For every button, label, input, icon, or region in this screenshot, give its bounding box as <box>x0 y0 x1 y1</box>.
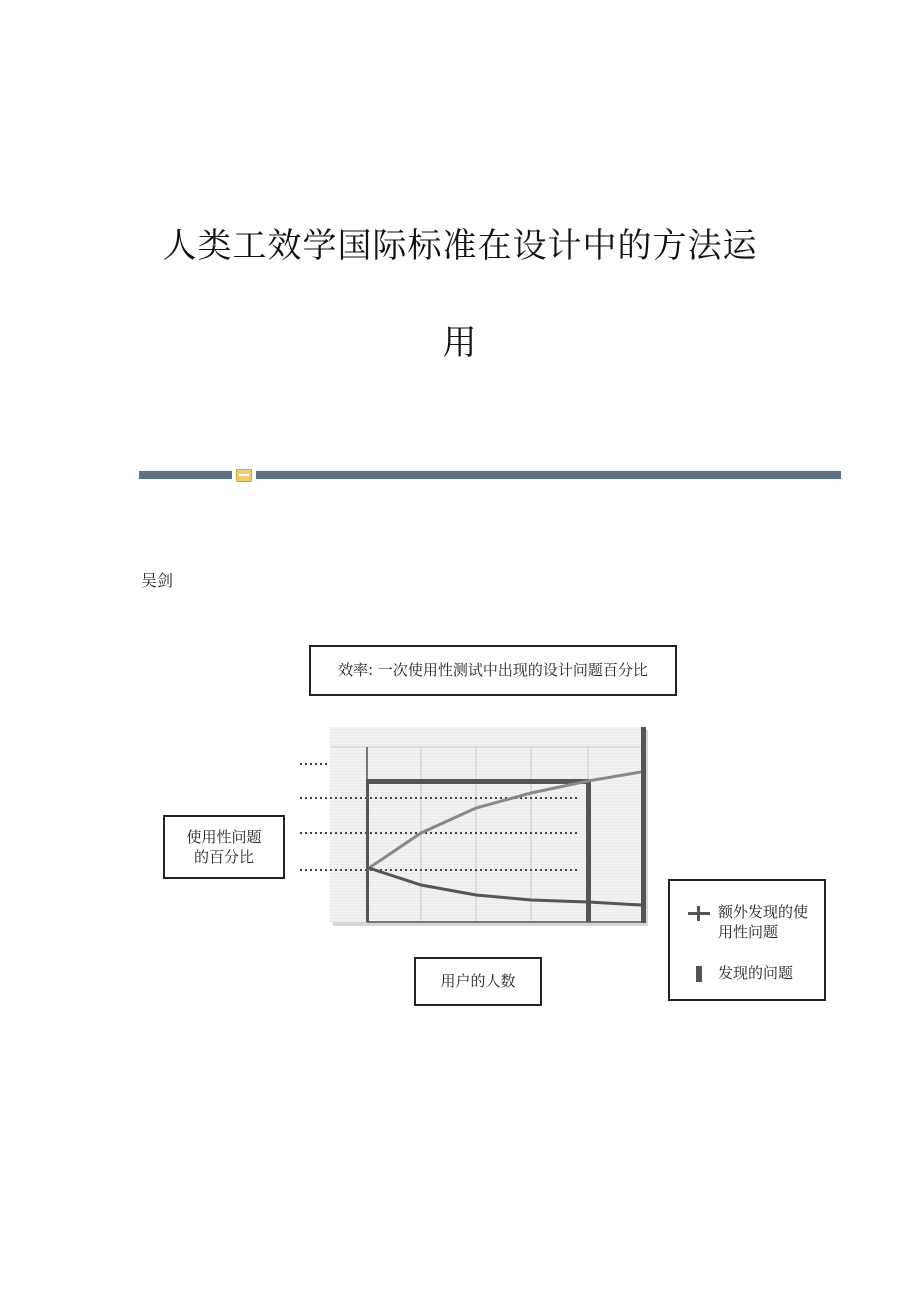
chart-plot-area <box>330 727 643 922</box>
found-problems-bar-top <box>366 779 590 784</box>
document-title-line-1: 人类工效学国际标准在设计中的方法运 <box>162 226 758 266</box>
legend-item-found-problems <box>670 964 822 984</box>
plus-line-icon <box>686 903 716 923</box>
legend <box>668 879 826 1001</box>
author-name: 吴剑 <box>141 571 174 590</box>
legend-label-extra-problems: 额外发现的使用性问题 <box>718 903 809 941</box>
document-title-line-2: 用 <box>442 323 478 363</box>
bar-icon <box>686 964 716 984</box>
x-axis-label-box: 用户的人数 <box>414 957 542 1006</box>
chart-border-right <box>641 727 646 923</box>
legend-item-extra-problems <box>670 903 822 942</box>
legend-label-found-problems: 发现的问题 <box>718 964 794 982</box>
found-problems-bar-left <box>366 779 369 922</box>
y-axis-label-line-2: 的百分比 <box>193 848 254 866</box>
y-axis-label-line-1: 使用性问题 <box>186 827 262 846</box>
y-axis-label-box <box>163 815 285 879</box>
chart-title: 效率: 一次使用性测试中出现的设计问题百分比 <box>309 645 677 696</box>
